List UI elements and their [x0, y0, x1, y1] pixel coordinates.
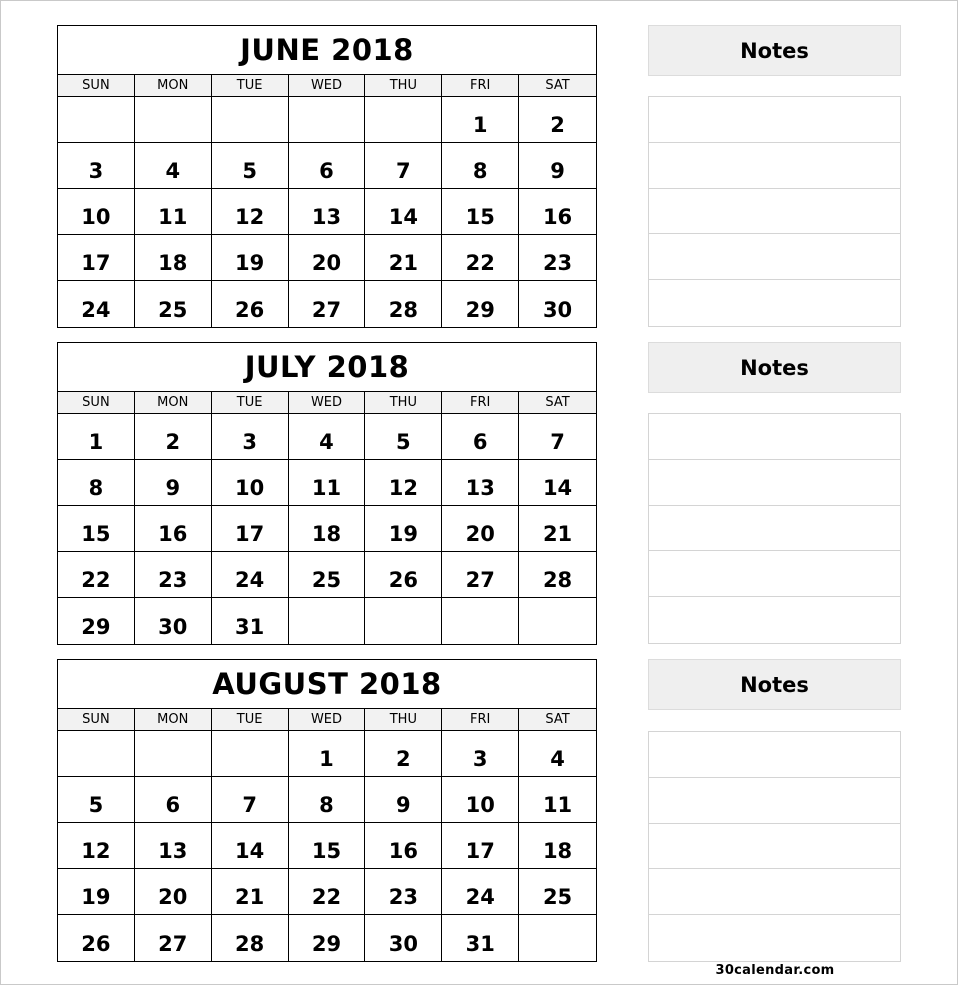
day-cell: 12: [58, 823, 135, 868]
day-cell: 19: [58, 869, 135, 914]
day-cell: 19: [365, 506, 442, 551]
weekday-label: SAT: [545, 395, 570, 410]
day-cell: 1: [58, 414, 135, 459]
notes-header: Notes: [648, 659, 901, 710]
notes-header: Notes: [648, 25, 901, 76]
day-cell: 17: [58, 235, 135, 280]
weeks-grid: [58, 414, 596, 644]
day-cell: 9: [135, 460, 212, 505]
week-row: [58, 414, 596, 460]
empty-day-cell: [365, 97, 442, 142]
week-row: [58, 731, 596, 777]
day-cell: 12: [212, 189, 289, 234]
day-cell: 25: [289, 552, 366, 597]
day-cell: 28: [542, 568, 573, 592]
day-cell: 20: [442, 506, 519, 551]
weekday-label: FRI: [442, 75, 519, 96]
notes-line[interactable]: [649, 280, 900, 326]
notes-lines-box[interactable]: [648, 96, 901, 327]
weekday-label: SUN: [58, 392, 135, 413]
weekday-label: TUE: [212, 709, 289, 730]
day-cell: 31: [442, 915, 519, 961]
notes-line[interactable]: [649, 234, 900, 280]
day-cell: 24: [212, 552, 289, 597]
empty-day-cell: [519, 915, 596, 961]
empty-day-cell: [135, 97, 212, 142]
day-cell: 28: [212, 915, 289, 961]
notes-line[interactable]: [649, 824, 900, 870]
empty-day-cell: [58, 731, 135, 776]
day-cell: 30: [542, 298, 573, 322]
month-title: AUGUST 2018: [58, 660, 596, 709]
day-cell: 25: [542, 885, 573, 909]
day-cell: 22: [289, 869, 366, 914]
empty-day-cell: [58, 97, 135, 142]
day-cell: 8: [58, 460, 135, 505]
day-cell: 27: [442, 552, 519, 597]
day-cell: 3: [58, 143, 135, 188]
notes-line[interactable]: [649, 551, 900, 597]
day-cell: 1: [289, 731, 366, 776]
day-cell: 26: [58, 915, 135, 961]
empty-day-cell: [135, 731, 212, 776]
empty-day-cell: [212, 731, 289, 776]
week-row: [58, 823, 596, 869]
day-cell: 29: [58, 598, 135, 644]
day-cell: 1: [442, 97, 519, 142]
weekday-label: TUE: [212, 75, 289, 96]
day-cell: 16: [542, 205, 573, 229]
weekday-label: SAT: [545, 78, 570, 93]
day-cell: 15: [289, 823, 366, 868]
weekday-label: SUN: [58, 709, 135, 730]
day-cell: 23: [542, 251, 573, 275]
week-row: [58, 777, 596, 823]
day-cell: 17: [442, 823, 519, 868]
day-cell: 20: [135, 869, 212, 914]
day-cell: 28: [365, 281, 442, 327]
day-cell: 27: [135, 915, 212, 961]
weekday-label: MON: [135, 392, 212, 413]
day-cell: 11: [135, 189, 212, 234]
weekday-header-row: [58, 392, 596, 414]
day-cell: 8: [442, 143, 519, 188]
day-cell: 15: [58, 506, 135, 551]
notes-line[interactable]: [649, 778, 900, 824]
weekday-label: FRI: [442, 709, 519, 730]
day-cell: 3: [442, 731, 519, 776]
day-cell: 19: [212, 235, 289, 280]
week-row: [58, 97, 596, 143]
week-row: [58, 460, 596, 506]
day-cell: 9: [365, 777, 442, 822]
month-title: JUNE 2018: [58, 26, 596, 75]
day-cell: 18: [289, 506, 366, 551]
day-cell: 3: [212, 414, 289, 459]
day-cell: 30: [135, 598, 212, 644]
day-cell: 6: [135, 777, 212, 822]
weekday-label: MON: [135, 709, 212, 730]
week-row: [58, 189, 596, 235]
weekday-header-row: [58, 709, 596, 731]
weekday-header-row: [58, 75, 596, 97]
day-cell: 9: [550, 159, 565, 183]
day-cell: 10: [212, 460, 289, 505]
notes-line[interactable]: [649, 460, 900, 506]
weekday-label: THU: [365, 392, 442, 413]
empty-day-cell: [289, 97, 366, 142]
day-cell: 7: [212, 777, 289, 822]
day-cell: 11: [289, 460, 366, 505]
day-cell: 4: [289, 414, 366, 459]
weekday-label: SUN: [58, 75, 135, 96]
day-cell: 24: [58, 281, 135, 327]
notes-header: Notes: [648, 342, 901, 393]
day-cell: 20: [289, 235, 366, 280]
notes-line[interactable]: [649, 915, 900, 961]
day-cell: 5: [365, 414, 442, 459]
day-cell: 16: [135, 506, 212, 551]
day-cell: 12: [365, 460, 442, 505]
site-credit: 30calendar.com: [715, 963, 835, 978]
day-cell: 18: [542, 839, 573, 863]
notes-line[interactable]: [649, 189, 900, 235]
empty-day-cell: [289, 598, 366, 644]
day-cell: 17: [212, 506, 289, 551]
day-cell: 21: [365, 235, 442, 280]
weekday-label: WED: [289, 75, 366, 96]
empty-day-cell: [212, 97, 289, 142]
day-cell: 24: [442, 869, 519, 914]
week-row: [58, 235, 596, 281]
day-cell: 16: [365, 823, 442, 868]
weeks-grid: [58, 97, 596, 327]
day-cell: 22: [442, 235, 519, 280]
day-cell: 2: [550, 113, 565, 137]
day-cell: 30: [365, 915, 442, 961]
day-cell: 15: [442, 189, 519, 234]
day-cell: 2: [135, 414, 212, 459]
month-calendar-august: [57, 659, 597, 962]
notes-lines-box[interactable]: [648, 413, 901, 644]
day-cell: 29: [289, 915, 366, 961]
day-cell: 23: [135, 552, 212, 597]
weekday-label: FRI: [442, 392, 519, 413]
day-cell: 25: [135, 281, 212, 327]
day-cell: 14: [542, 476, 573, 500]
day-cell: 7: [365, 143, 442, 188]
day-cell: 7: [550, 430, 565, 454]
day-cell: 8: [289, 777, 366, 822]
day-cell: 26: [365, 552, 442, 597]
week-row: [58, 552, 596, 598]
weekday-label: MON: [135, 75, 212, 96]
notes-line[interactable]: [649, 732, 900, 778]
day-cell: 5: [212, 143, 289, 188]
week-row: [58, 598, 596, 644]
notes-line[interactable]: [649, 597, 900, 643]
week-row: [58, 915, 596, 961]
month-calendar-june: [57, 25, 597, 328]
day-cell: 10: [442, 777, 519, 822]
month-calendar-july: [57, 342, 597, 645]
notes-line[interactable]: [649, 869, 900, 915]
day-cell: 14: [212, 823, 289, 868]
notes-line[interactable]: [649, 414, 900, 460]
weekday-label: TUE: [212, 392, 289, 413]
day-cell: 6: [289, 143, 366, 188]
month-title: JULY 2018: [58, 343, 596, 392]
day-cell: 21: [542, 522, 573, 546]
weekday-label: THU: [365, 75, 442, 96]
day-cell: 31: [212, 598, 289, 644]
weekday-label: THU: [365, 709, 442, 730]
day-cell: 6: [442, 414, 519, 459]
weekday-label: SAT: [545, 712, 570, 727]
day-cell: 4: [550, 747, 565, 771]
week-row: [58, 281, 596, 327]
week-row: [58, 506, 596, 552]
notes-line[interactable]: [649, 506, 900, 552]
day-cell: 5: [58, 777, 135, 822]
day-cell: 23: [365, 869, 442, 914]
day-cell: 27: [289, 281, 366, 327]
day-cell: 13: [442, 460, 519, 505]
day-cell: 26: [212, 281, 289, 327]
notes-lines-box[interactable]: [648, 731, 901, 962]
day-cell: 21: [212, 869, 289, 914]
day-cell: 14: [365, 189, 442, 234]
weekday-label: WED: [289, 709, 366, 730]
weeks-grid: [58, 731, 596, 961]
empty-day-cell: [442, 598, 519, 644]
day-cell: 29: [442, 281, 519, 327]
empty-day-cell: [365, 598, 442, 644]
day-cell: 11: [542, 793, 573, 817]
day-cell: 18: [135, 235, 212, 280]
notes-line[interactable]: [649, 143, 900, 189]
empty-day-cell: [519, 598, 596, 644]
week-row: [58, 143, 596, 189]
day-cell: 13: [135, 823, 212, 868]
weekday-label: WED: [289, 392, 366, 413]
day-cell: 4: [135, 143, 212, 188]
week-row: [58, 869, 596, 915]
day-cell: 10: [58, 189, 135, 234]
day-cell: 2: [365, 731, 442, 776]
notes-line[interactable]: [649, 97, 900, 143]
day-cell: 13: [289, 189, 366, 234]
day-cell: 22: [58, 552, 135, 597]
